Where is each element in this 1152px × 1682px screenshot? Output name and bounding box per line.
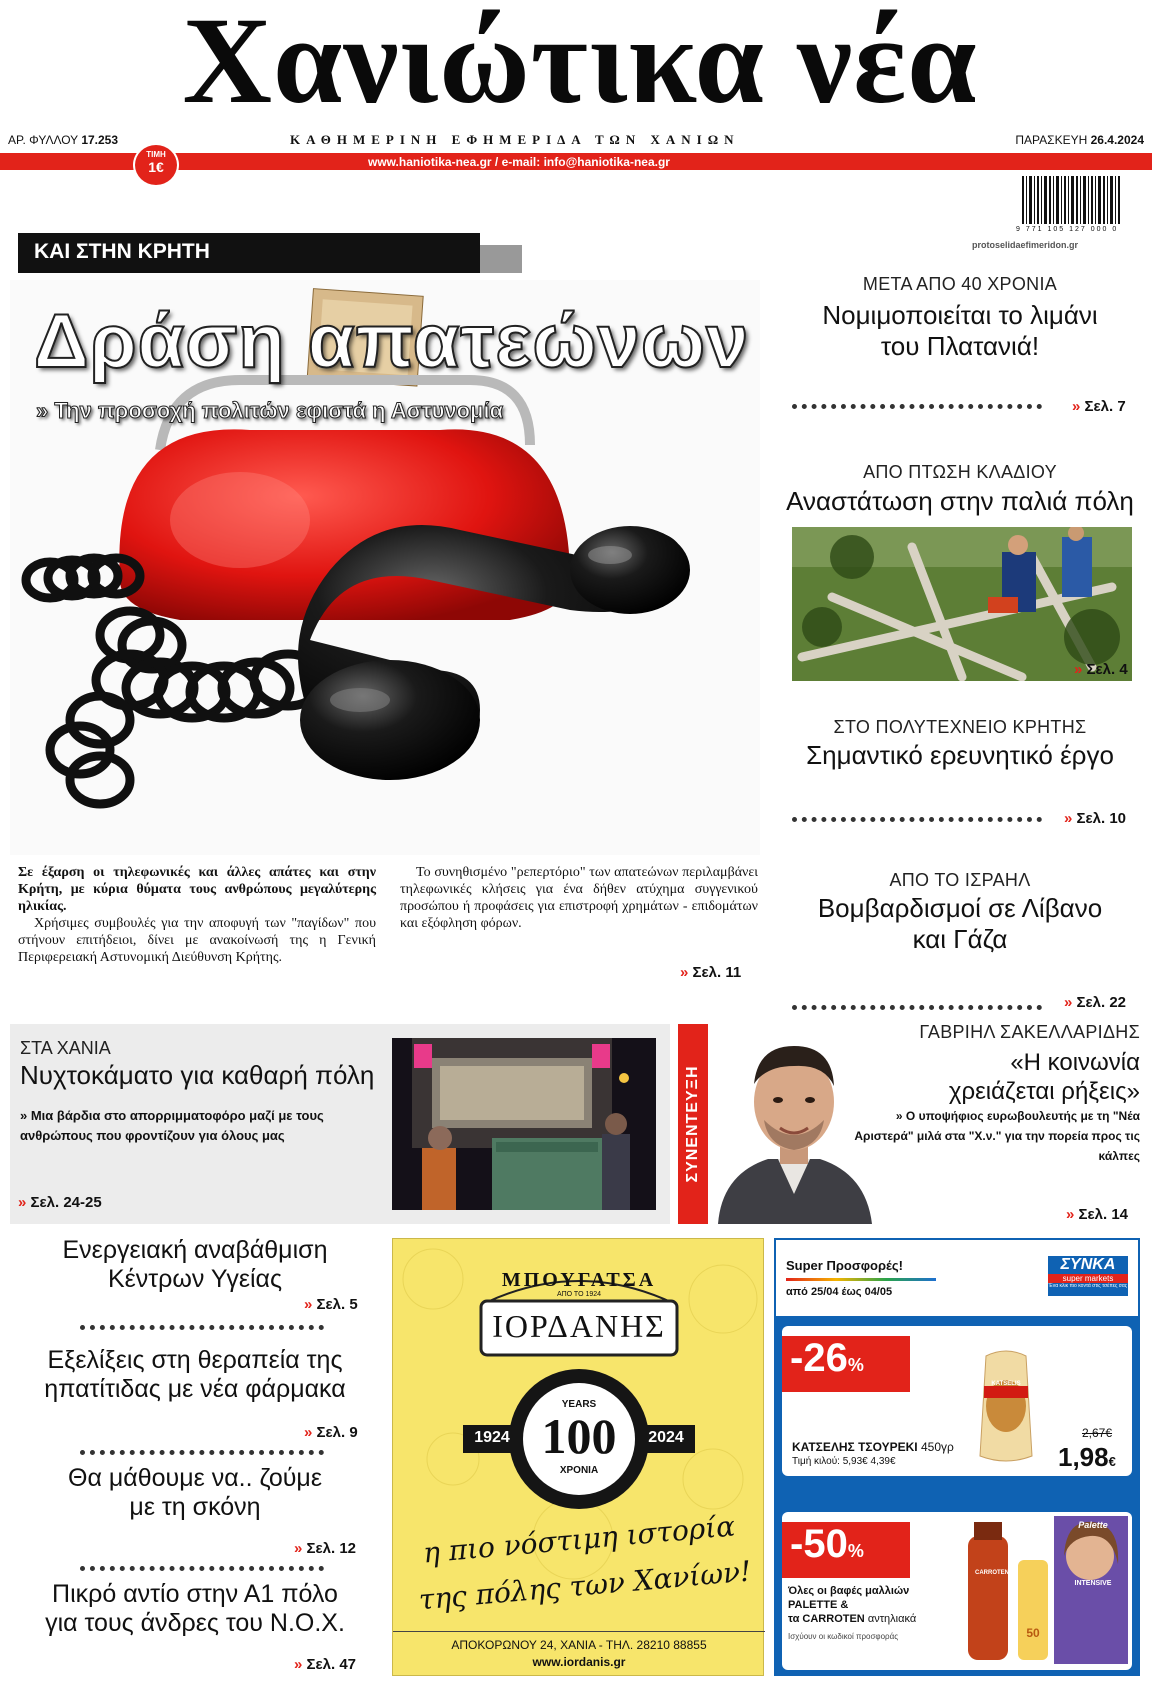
ad-year-to: 2024 — [648, 1429, 684, 1446]
tagline: ΚΑΘΗΜΕΡΙΝΗ ΕΦΗΜΕΡΙΔΑ ΤΩΝ ΧΑΝΙΩΝ — [290, 132, 740, 147]
discount-badge: -26% — [782, 1336, 910, 1392]
iordanis-ad[interactable] — [392, 1238, 764, 1676]
lead-subheadline: » Την προσοχή πολιτών εφιστά η Αστυνομία — [36, 398, 504, 423]
synka-rule — [786, 1278, 936, 1281]
lead-body-col2: Το συνηθισμένο "ρεπερτόριο" των απατεώνων περιλαμβάνει τηλεφωνικές κλήσεις για ένα δήθεν ατύχημα συγγενικού προσώπου ή προφάσεις για επιστροφή χρημάτων - επιδομάτων και εξόφληση φόρων. — [400, 865, 758, 931]
story-headline[interactable]: Αναστάτωση στην παλιά πόλη — [786, 486, 1134, 516]
ad-xronia: ΧΡΟΝΙΑ — [559, 1465, 599, 1476]
page-ref[interactable]: » Σελ. 10 — [1064, 810, 1126, 827]
story-headline[interactable]: Βομβαρδισμοί σε Λίβανο και Γάζα — [817, 893, 1103, 954]
ad-web[interactable]: www.iordanis.gr — [532, 1655, 626, 1669]
synka-logo: ΣΥΝΚΑ super markets Ένα κλικ πιο κοντά στις τσέπες σας — [1048, 1256, 1128, 1296]
lead-kicker: ΚΑΙ ΣΤΗΝ ΚΡΗΤΗ — [34, 240, 210, 263]
page-ref[interactable]: » Σελ. 47 — [294, 1656, 356, 1673]
story-kicker: ΑΠΟ ΠΤΩΣΗ ΚΛΑΔΙΟΥ — [863, 462, 1057, 482]
ad-slogan-1: η πιο νόστιμη ιστορία — [421, 1509, 737, 1570]
source-credit: protoselidaefimeridon.gr — [972, 240, 1079, 250]
page-ref[interactable]: » Σελ. 5 — [304, 1296, 358, 1313]
page-ref[interactable]: » Σελ. 14 — [1066, 1206, 1128, 1223]
pack-label: CARROTEN — [975, 1570, 1009, 1576]
new-price: 1,98€ — [1058, 1442, 1116, 1472]
offer-kilo-price: Τιμή κιλού: 5,93€ 4,39€ — [792, 1456, 896, 1467]
barcode-icon — [1018, 174, 1126, 232]
dotted-divider — [80, 1450, 324, 1455]
story-headline[interactable]: Νυχτοκάματο για καθαρή πόλη — [20, 1060, 375, 1090]
story-headline[interactable]: Εξελίξεις στη θεραπεία της ηπατίτιδας με νέα φάρμακα — [44, 1346, 346, 1403]
spf-label: 50 — [1026, 1626, 1040, 1640]
ad-years: 100 — [541, 1408, 617, 1464]
offer-description: Όλες οι βαφές μαλλιών PALETTE & τα CARROTEN αντηλιακά — [788, 1585, 917, 1625]
issue-date: ΠΑΡΑΣΚΕΥΗ 26.4.2024 — [1015, 133, 1144, 147]
ad-address: ΑΠΟΚΟΡΩΝΟΥ 24, ΧΑΝΙΑ - ΤΗΛ. 28210 88855 — [393, 1631, 765, 1652]
offer-name: ΚΑΤΣΕΛΗΣ ΤΣΟΥΡΕΚΙ 450γρ — [792, 1440, 954, 1454]
interview-quote[interactable]: «Η κοινωνία χρειάζεται ρήξεις» — [948, 1049, 1140, 1105]
page-ref[interactable]: » Σελ. 9 — [304, 1424, 358, 1441]
story-headline[interactable]: Ενεργειακή αναβάθμιση Κέντρων Υγείας — [62, 1236, 328, 1293]
interview-subhead: » Ο υποψήφιος ευρωβουλευτής με τη "Νέα Αριστερά" μιλά στα "Χ.ν." για την πορεία προς τις κάλπες — [854, 1109, 1140, 1163]
pack-label: INTENSIVE — [1074, 1580, 1112, 1587]
dotted-divider — [80, 1325, 324, 1330]
offer-note: Ισχύουν οι κωδικοί προσφοράς — [788, 1632, 899, 1641]
ad-brand: ΙΟΡΔΑΝΗΣ — [492, 1308, 666, 1344]
story-kicker: ΑΠΟ ΤΟ ΙΣΡΑΗΛ — [889, 870, 1031, 890]
synka-ad[interactable] — [774, 1238, 1140, 1676]
dotted-divider — [80, 1566, 324, 1571]
page-ref[interactable]: » Σελ. 24-25 — [18, 1194, 102, 1211]
issue-number: ΑΡ. ΦΥΛΛΟΥ 17.253 — [8, 133, 119, 147]
story-kicker: ΣΤΑ ΧΑΝΙΑ — [20, 1038, 111, 1058]
page-ref[interactable]: » Σελ. 22 — [1064, 994, 1126, 1011]
dotted-divider — [792, 1005, 1042, 1010]
ad-since: ΑΠΟ ΤΟ 1924 — [556, 1291, 602, 1298]
story-kicker: ΣΤΟ ΠΟΛΥΤΕΧΝΕΙΟ ΚΡΗΤΗΣ — [833, 717, 1087, 737]
tsoureki-pack-icon — [976, 1346, 1036, 1466]
dotted-divider — [792, 404, 1042, 409]
ad-slogan-2: της πόλης των Χανίων! — [417, 1554, 753, 1617]
story-kicker: ΜΕΤΑ ΑΠΟ 40 ΧΡΟΝΙΑ — [862, 274, 1058, 294]
website-line[interactable]: www.haniotika-nea.gr / e-mail: info@haniotika-nea.gr — [368, 155, 670, 169]
pack-label: Palette — [1078, 1520, 1108, 1530]
garbage-truck-photo — [392, 1038, 656, 1210]
sunscreen-and-haircolor-icon — [962, 1516, 1132, 1666]
story-headline[interactable]: Νομιμοποιείται το λιμάνι του Πλατανιά! — [822, 300, 1098, 361]
old-price: 2,67€ — [1082, 1426, 1113, 1440]
dotted-divider — [792, 817, 1042, 822]
pack-label: KATSELIS — [991, 1381, 1021, 1387]
story-headline[interactable]: Θα μάθουμε να.. ζούμε με τη σκόνη — [68, 1464, 322, 1521]
ad-year-from: 1924 — [474, 1429, 510, 1446]
ad-top-word: ΜΠΟΥΓΑΤΣΑ — [501, 1269, 657, 1291]
story-subhead: » Μια βάρδια στο απορριμματοφόρο μαζί με τους ανθρώπους που φροντίζουν για όλους μας — [20, 1108, 324, 1143]
garbage-truck-illustration — [392, 1038, 656, 1210]
page-ref[interactable]: » Σελ. 4 — [1074, 661, 1128, 678]
masthead — [0, 0, 1152, 250]
barcode-number: 9 771 105 127 000 0 — [1016, 226, 1119, 233]
lead-page-ref[interactable]: » Σελ. 11 — [680, 964, 742, 981]
synka-header-title: Super Προσφορές! — [786, 1258, 903, 1273]
fallen-tree-photo — [792, 527, 1132, 681]
fallen-tree-illustration — [792, 527, 1132, 681]
page-ref[interactable]: » Σελ. 12 — [294, 1540, 356, 1557]
story-headline[interactable]: Σημαντικό ερευνητικό έργο — [806, 740, 1114, 770]
page-ref[interactable]: » Σελ. 7 — [1072, 398, 1126, 415]
price-badge: ΤΙΜΗ 1€ — [133, 143, 179, 187]
kicker-shadow — [478, 245, 522, 273]
ad-years-label: YEARS — [561, 1399, 597, 1410]
synka-period: από 25/04 έως 04/05 — [786, 1286, 893, 1298]
lead-headline: Δράση απατεώνων — [34, 299, 750, 384]
lead-body-col1: Σε έξαρση οι τηλεφωνικές και άλλες απάτες και στην Κρήτη, με κύρια θύματα τους ανθρώπους μεγαλύτερης ηλικίας. Χρήσιμες συμβουλές για την αποφυγή των "παγίδων" που στήνουν επιτήδειοι, δίνει με ανακοίνωσή της η Γενική Περιφερειακή Αστυνομική Διεύθυνση Κρήτης. — [18, 865, 376, 965]
newspaper-title: Χανιώτικα νέα — [182, 0, 978, 129]
interview-tab: ΣΥΝΕΝΤΕΥΞΗ — [678, 1024, 708, 1224]
discount-badge: -50% — [782, 1522, 910, 1578]
interviewee-name: ΓΑΒΡΙΗΛ ΣΑΚΕΛΛΑΡΙΔΗΣ — [919, 1022, 1140, 1042]
story-headline[interactable]: Πικρό αντίο στην Α1 πόλο για τους άνδρες του Ν.Ο.Χ. — [45, 1580, 345, 1637]
